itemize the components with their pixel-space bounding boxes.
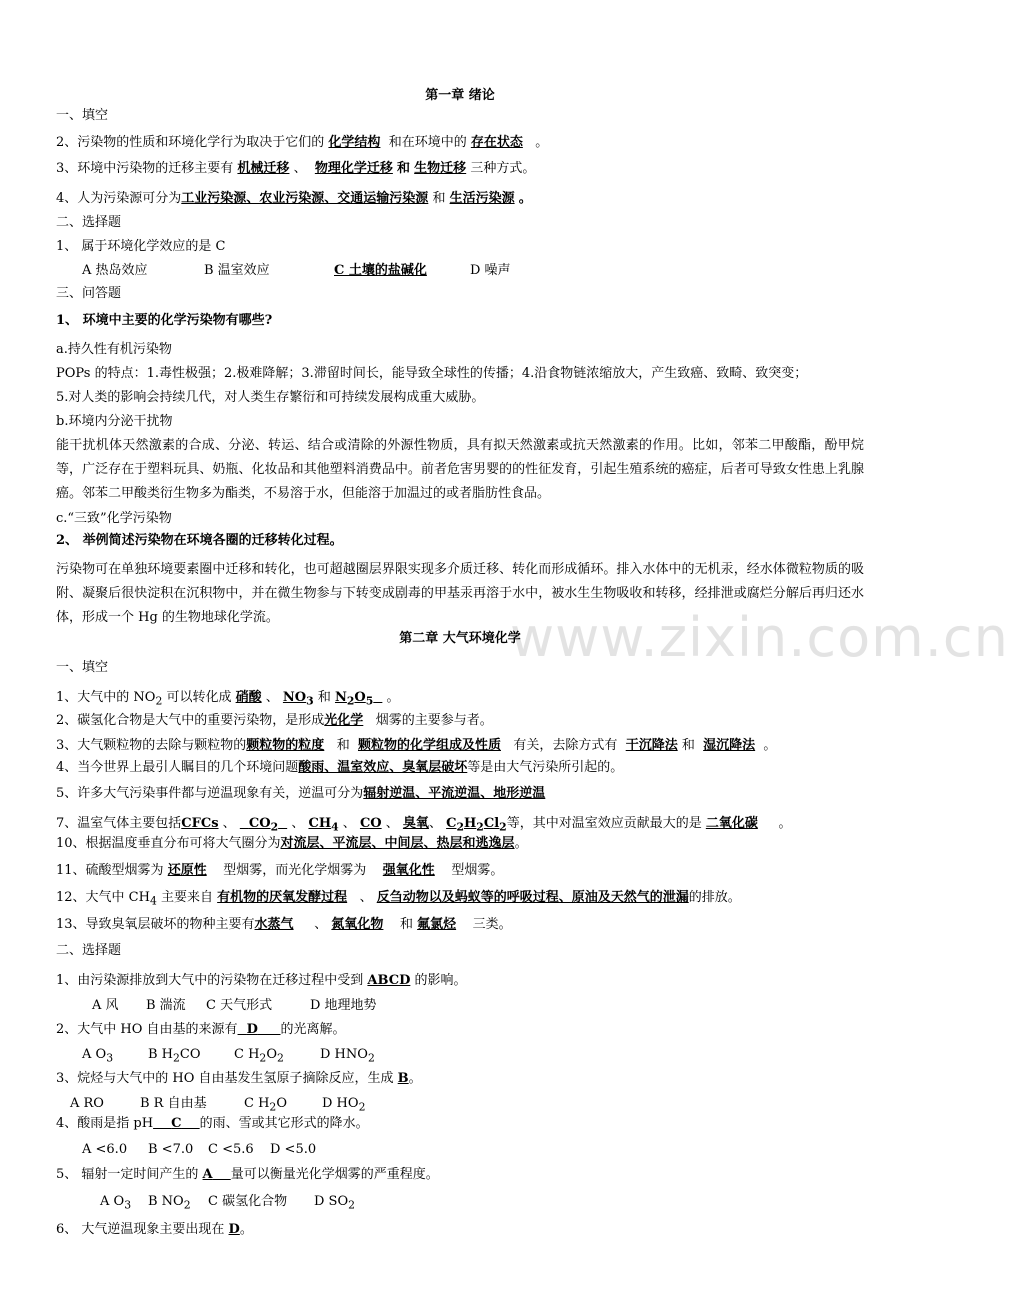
ch2-choice-5-options: A $O_3$ B $NO_2$ C 碳氢化合物 D $SO_2$ (100, 1194, 356, 1212)
ch1-qa-1: 1、 环境中主要的化学污染物有哪些? (56, 313, 273, 328)
ch2-fill-3: 3、大气颗粒物的去除与颗粒物的颗粒物的粒度 和 颗粒物的化学组成及性质 有关，去除方式有 干沉降法 和 湿沉降法 。 (56, 738, 777, 753)
ch2-fill-10: 10、根据温度垂直分布可将大气圈分为对流层、平流层、中间层、热层和逃逸层。 (56, 836, 528, 851)
ch1-choice-heading: 二、选择题 (56, 215, 122, 230)
ch1-qa-1-pops: POPs 的特点：1.毒性极强；2.极难降解；3.滞留时间长，能导致全球性的传播；4.沿食物链浓缩放大，产生致癌、致畸、致突变； (56, 366, 808, 381)
ch1-fill-q3: 3、环境中污染物的迁移主要有 机械迁移 、 物理化学迁移 和 生物迁移 三种方式。 (56, 161, 536, 176)
ch1-fill-heading: 一、填空 (56, 108, 109, 123)
ch2-fill-13: 13、导致臭氧层破坏的物种主要有水蒸气 、 氮氧化物 和 氟氯烃 三类。 (56, 917, 512, 932)
ch1-fill-q2: 2、污染物的性质和环境化学行为取决于它们的 化学结构 和在环境中的 存在状态 。 (56, 135, 549, 150)
ch2-choice-4: 4、酸雨是指 pH C 的雨、雪或其它形式的降水。 (56, 1116, 369, 1131)
chapter1-title: 第一章 绪论 (425, 88, 495, 103)
watermark: www.zixin.com.cn (510, 606, 1009, 669)
ch1-qa-heading: 三、问答题 (56, 286, 122, 301)
ch2-choice-4-options: A <6.0 B <7.0 C <5.6 D <5.0 (82, 1142, 317, 1157)
ch2-fill-4: 4、当今世界上最引人瞩目的几个环境问题酸雨、温室效应、臭氧层破坏等是由大气污染所引起的。 (56, 760, 624, 775)
ch2-fill-1: 1、大气中的 $NO_2$ 可以转化成 硝酸 、 $NO_3$ 和 $N_2O_5$ 。 (56, 690, 400, 708)
ch1-fill-q4: 4、人为污染源可分为工业污染源、农业污染源、交通运输污染源 和 生活污染源 。 (56, 191, 532, 206)
ch2-choice-heading: 二、选择题 (56, 943, 122, 958)
ch2-fill-11: 11、硫酸型烟雾为 还原性 型烟雾，而光化学烟雾为 强氧化性 型烟雾。 (56, 863, 504, 878)
ch1-choice-1-options: A 热岛效应 B 温室效应 C 土壤的盐碱化 D 噪声 (82, 263, 511, 278)
ch2-choice-1-options: A 风 B 湍流 C 天气形式 D 地理地势 (92, 998, 377, 1013)
ch2-fill-5: 5、许多大气污染事件都与逆温现象有关，逆温可分为辐射逆温、平流逆温、地形逆温 (56, 786, 546, 801)
ch1-qa-1-b-text: 能干扰机体天然激素的合成、分泌、转运、结合或清除的外源性物质，具有拟天然激素或抗天然激素的作用。比如，邻苯二甲酸酯，酚甲烷等，广泛存在于塑料玩具、奶瓶、化妆品和其他塑料消费品中。前者危害男婴的的性征发育，引起生殖系统的癌症，后者可导致女性患上乳腺癌。邻苯二甲酸类衍生物多为酯类，不易溶于水，但能溶于加温过的或者脂肪性食品。 (56, 438, 864, 501)
ch2-fill-2: 2、碳氢化合物是大气中的重要污染物，是形成光化学 烟雾的主要参与者。 (56, 713, 493, 728)
ch2-choice-5: 5、 辐射一定时间产生的 A 量可以衡量光化学烟雾的严重程度。 (56, 1167, 439, 1182)
ch2-fill-heading: 一、填空 (56, 660, 109, 675)
ch2-fill-7: 7、温室气体主要包括CFCs 、 $CO_2$ 、 $CH_4$ 、 CO 、 臭氧、 $C_2H_2Cl_2$等，其中对温室效应贡献最大的是 二氧化碳 。 (56, 816, 792, 834)
chapter2-title: 第二章 大气环境化学 (399, 631, 521, 646)
ch1-qa-1-c: c.“三致”化学污染物 (56, 511, 172, 526)
ch2-choice-6: 6、 大气逆温现象主要出现在 D。 (56, 1222, 253, 1237)
ch2-choice-3: 3、烷烃与大气中的 HO 自由基发生氢原子摘除反应，生成 B。 (56, 1071, 422, 1086)
ch1-qa-1-item5: 5.对人类的影响会持续几代，对人类生存繁衍和可持续发展构成重大威胁。 (56, 390, 485, 405)
ch2-choice-1: 1、由污染源排放到大气中的污染物在迁移过程中受到 ABCD 的影响。 (56, 973, 467, 988)
ch2-choice-3-options: A RO B R 自由基 C $H_2O$ D $HO_2$ (70, 1096, 366, 1114)
ch1-qa-2: 2、 举例简述污染物在环境各圈的迁移转化过程。 (56, 533, 343, 548)
ch1-qa-2-text: 污染物可在单独环境要素圈中迁移和转化，也可超越圈层界限实现多介质迁移、转化而形成循环。排入水体中的无机汞，经水体微粒物质的吸附、凝聚后很快淀积在沉积物中，并在微生物参与下转变成剧毒的甲基汞再溶于水中，被水生生物吸收和转移，经排泄或腐烂分解后再归还水体，形成一个 Hg 的生物地球化学流。 (56, 562, 864, 625)
ch2-choice-2: 2、大气中 HO 自由基的来源有 D 的光离解。 (56, 1022, 346, 1037)
ch1-choice-1: 1、 属于环境化学效应的是 C (56, 239, 226, 254)
ch1-qa-1-a: a.持久性有机污染物 (56, 342, 172, 357)
ch2-fill-12: 12、大气中 $CH_4$ 主要来自 有机物的厌氧发酵过程 、 反刍动物以及蚂蚁等的呼吸过程、原油及天然气的泄漏的排放。 (56, 890, 741, 908)
ch2-choice-2-options: A $O_3$ B $H_2CO$ C $H_2O_2$ D $HNO_2$ (82, 1047, 375, 1065)
ch1-qa-1-b: b.环境内分泌干扰物 (56, 414, 173, 429)
